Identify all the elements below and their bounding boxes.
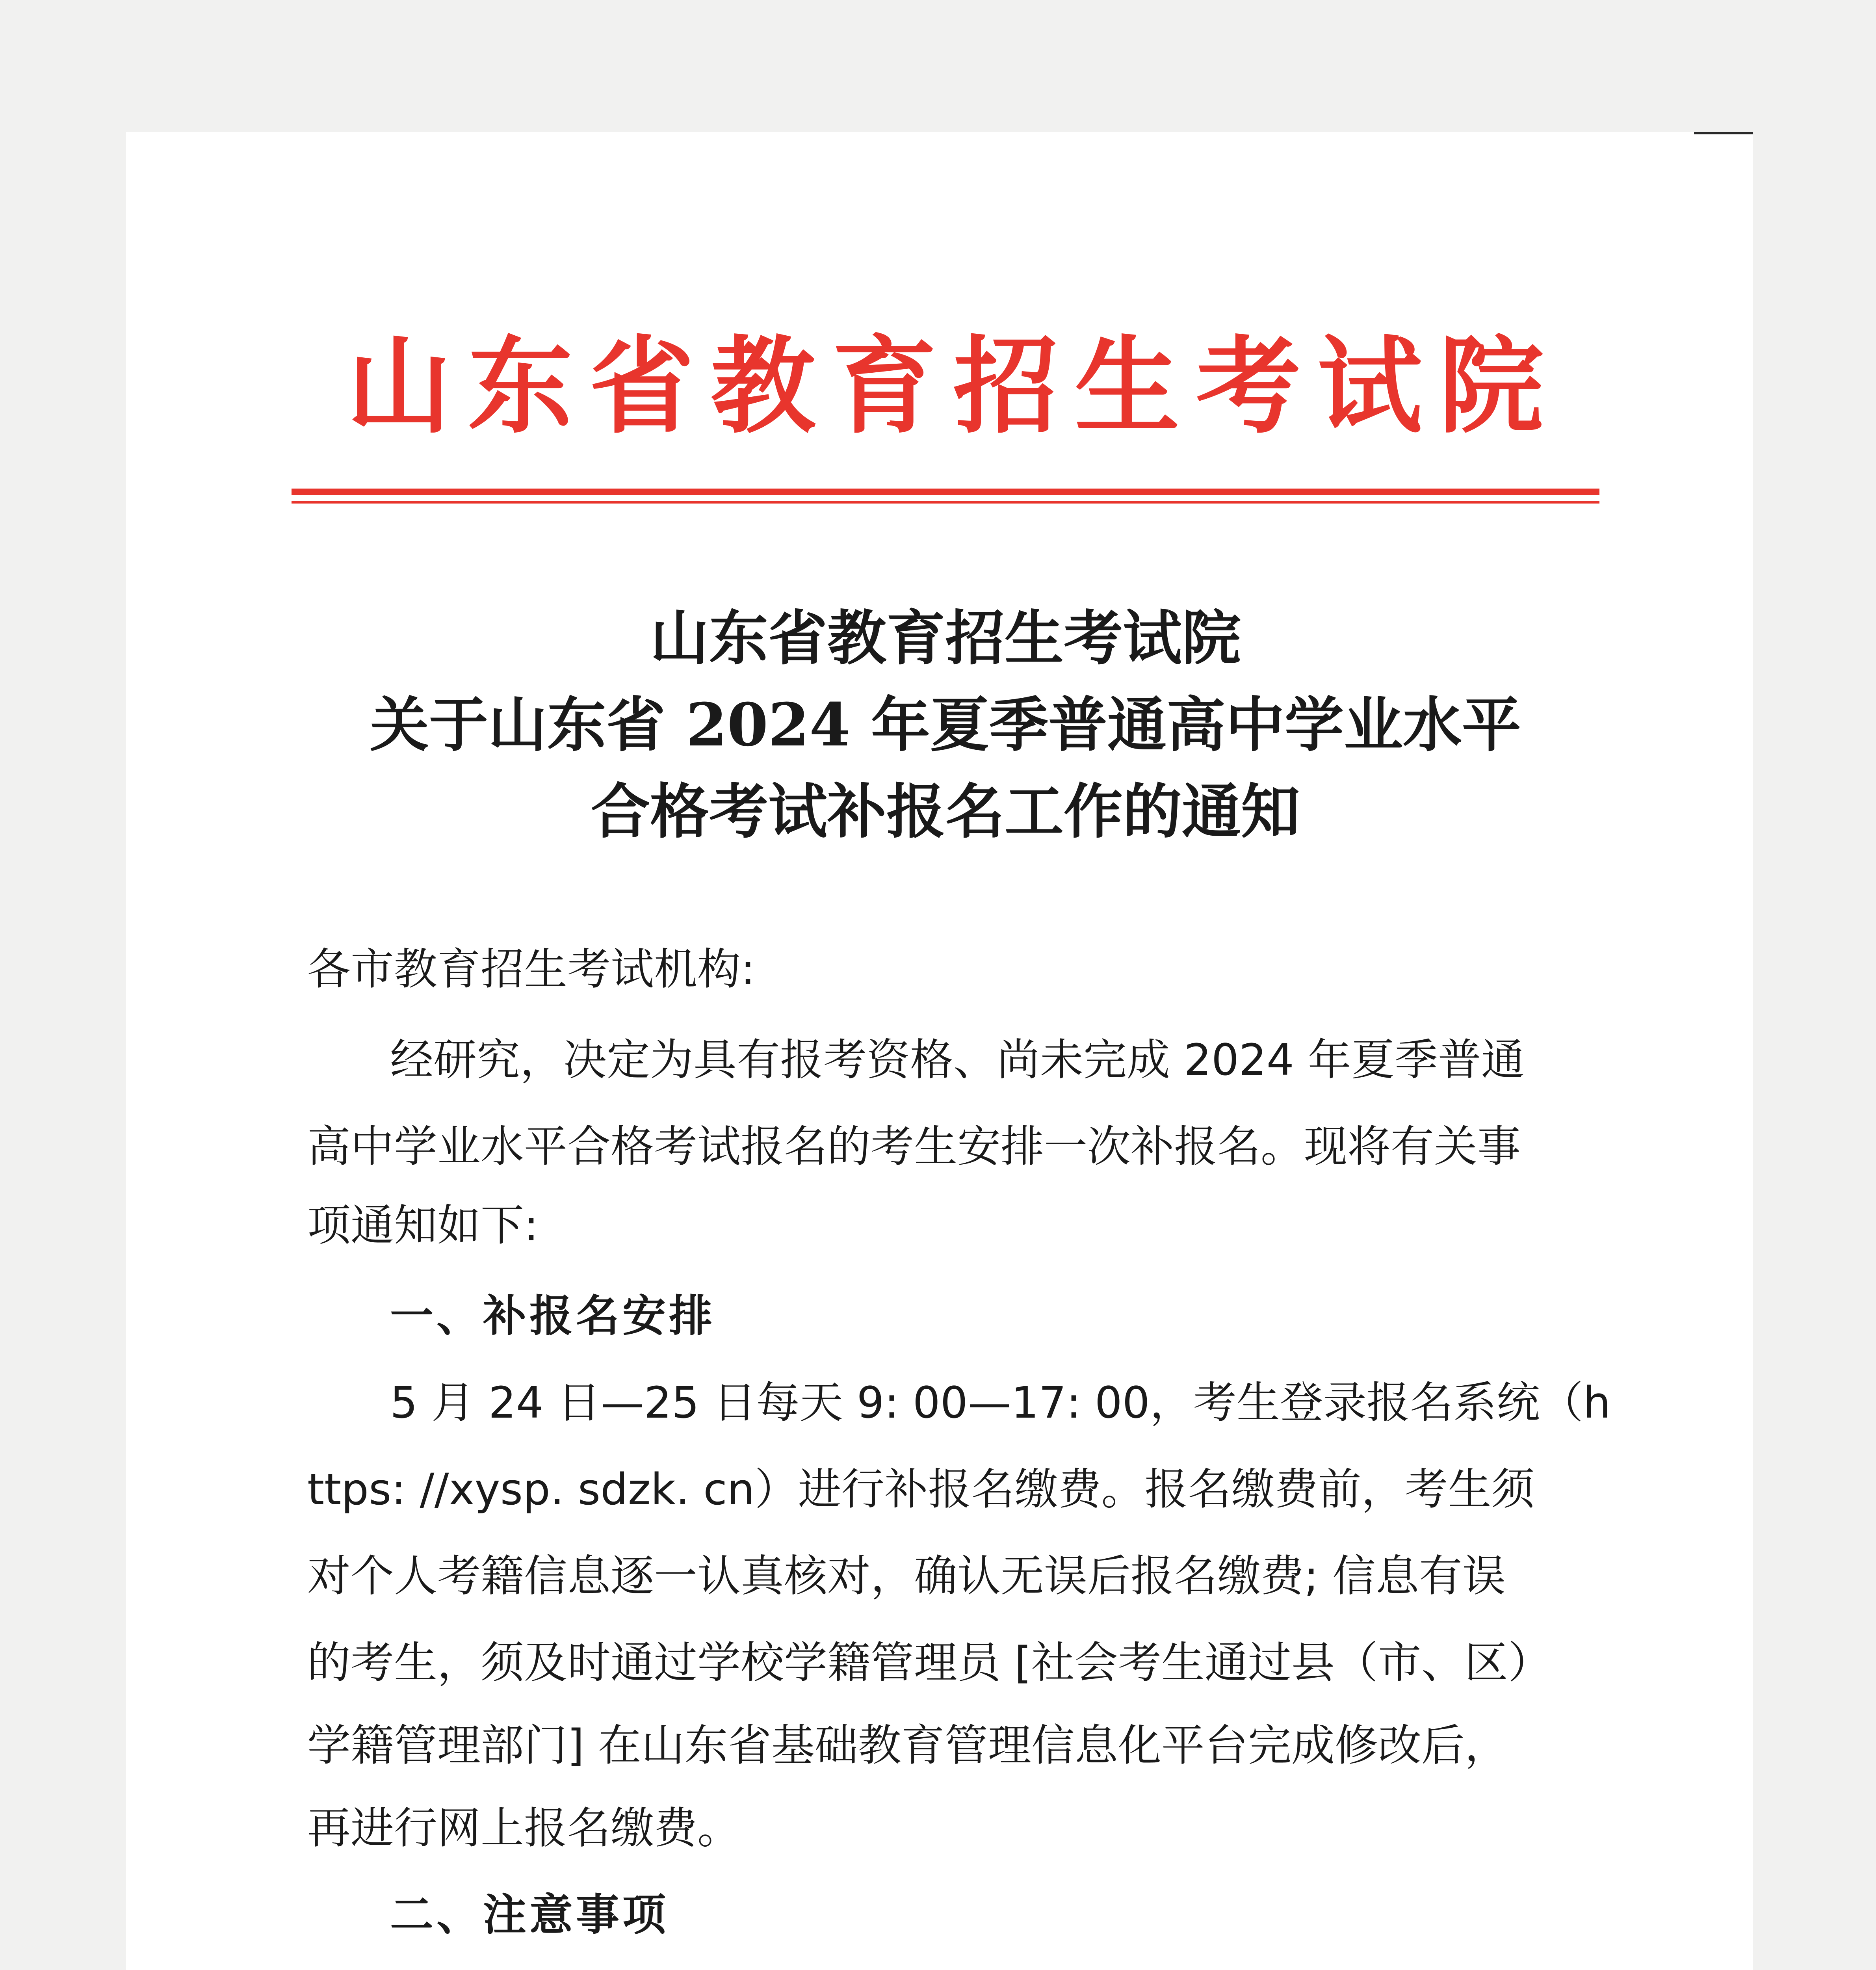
- section2-line-1: [390, 1962, 1584, 1970]
- section1-line-1: 5 月 24 日—25 日每天 9: 00—17: 00，考生登录报名系统（h: [390, 1377, 1611, 1428]
- header-rule-thin: [292, 501, 1599, 504]
- section2-heading: 二、注意事项: [390, 1890, 669, 1940]
- section1-line-3: 对个人考籍信息逐一认真核对，确认无误后报名缴费; 信息有误: [307, 1551, 1506, 1601]
- section1-line-5: 学籍管理部门] 在山东省基础教育管理信息化平台完成修改后，: [307, 1720, 1508, 1771]
- section1-line-2: ttps: //xysp. sdzk. cn）进行补报名缴费。报名缴费前，考生须: [307, 1464, 1535, 1515]
- intro-line-2: 高中学业水平合格考试报名的考生安排一次补报名。现将有关事: [307, 1121, 1521, 1172]
- intro-line-3: 项通知如下:: [307, 1200, 539, 1251]
- salutation: 各市教育招生考试机构:: [307, 944, 756, 994]
- doc-title-line-2: 关于山东省 2024 年夏季普通高中学业水平: [370, 690, 1521, 760]
- scan-edge: [1694, 132, 1753, 134]
- org-header-title: 山东省教育招生考试院: [347, 324, 1560, 448]
- section1-line-6: 再进行网上报名缴费。: [307, 1803, 741, 1853]
- section1-line-4: 的考生，须及时通过学校学籍管理员 [社会考生通过县（市、区）: [307, 1637, 1551, 1688]
- doc-title-line-3: 合格考试补报名工作的通知: [591, 777, 1300, 846]
- doc-title-line-1: 山东省教育招生考试院: [650, 604, 1241, 673]
- section1-heading: 一、补报名安排: [390, 1291, 715, 1341]
- intro-line-1: 经研究，决定为具有报考资格、尚未完成 2024 年夏季普通: [390, 1035, 1525, 1085]
- header-rule-thick: [292, 489, 1599, 495]
